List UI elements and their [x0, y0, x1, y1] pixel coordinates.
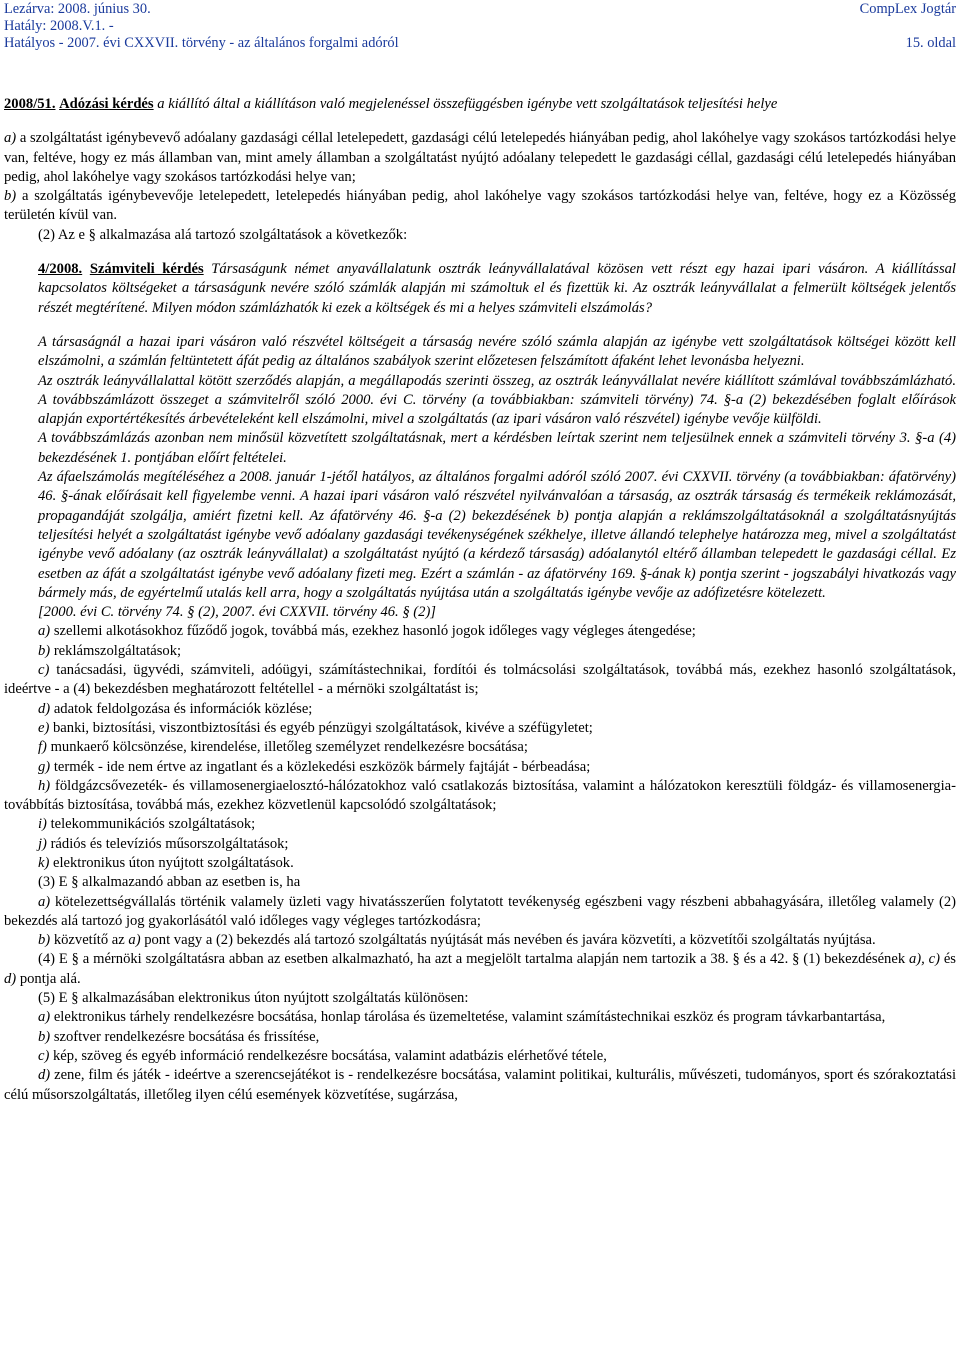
item-label: d)	[38, 700, 51, 717]
question-title: Adózási kérdés	[59, 96, 154, 112]
paragraph-text: pontja alá.	[16, 970, 81, 987]
paragraph-3	[4, 873, 956, 950]
list-item	[4, 893, 956, 932]
question-heading	[38, 260, 956, 318]
paragraph-5-intro: (5) E § alkalmazásában elektronikus úton nyújtott szolgáltatás különösen:	[38, 990, 469, 1007]
paragraph-b	[4, 187, 956, 226]
item-label: c)	[38, 662, 50, 679]
item-text: kötelezettségvállalás történik valamely üzleti vagy hivatásszerűen folytatott tevékenység egészbeni vagy részbeni abbahagyására, illetőleg valamely (2) bekezdés alá tartozó jog gyakorlásától való időleges vagy végleges tartózkodásra;	[4, 893, 956, 929]
effective-date: Hatály: 2008.V.1. -	[4, 18, 114, 34]
answer-paragraph: Az áfaelszámolás megítéléséhez a 2008. január 1-jétől hatályos, az általános forgalmi adóról szóló 2007. évi CXXVII. törvény (a továbbiakban: áfatörvény) 46. §-ának előírásait kell figyelembe venni. A hazai ipari vásáron való részvétel nyilvánvalóan a társaság, az osztrák társaság és termékeik reklámozását, propagandáját szolgálja, amiért fizetni kell. Az áfatörvény 46. §-a (2) bekezdésének b) pontja alapján a reklámszolgáltatásoknál a szolgáltatásnyújtás teljesítési helyét a szolgáltatást igénybe vevő adóalany gazdasági tevékenységének székhelye, illetve állandó telephelye határozza meg, mivel a szolgáltatást igénybe vevő adóalany (az osztrák leányvállalat) a szolgáltatást nyújtó (a kérdező társaság) adóalanytól eltérő államban telepedett le gazdasági céllal. Ez esetben az áfát a szolgáltatást igénybe vevő adóalany fizeti meg. Ezért a számlán - az áfatörvény 169. §-ának k) pontja szerint - jogszabályi hivatkozás vagy bármely más, de egyértelmű utalás kell arra, hogy a szolgáltatás nyújtása után a szolgáltatás igénybe vevője az adófizetésre kötelezett.	[38, 469, 956, 601]
item-text: rádiós és televíziós műsorszolgáltatások;	[46, 835, 289, 852]
paragraph-a	[4, 129, 956, 187]
paragraph-4	[4, 950, 956, 989]
item-text: termék - ide nem értve az ingatlant és a közlekedési eszközök bármely fajtáját - bérbeadása;	[50, 758, 591, 775]
list-item	[4, 642, 956, 661]
item-text: zene, film és játék - ideértve a szerencsejátékot is - rendelkezésre bocsátása, valamint politikai, kulturális, művészeti, tudományos, sport és szórakoztatási célú műsorszolgáltatás, illetőleg ilyen célú események közvetítése, sugárzása,	[4, 1067, 956, 1103]
item-label: b)	[38, 1028, 51, 1045]
question-number: 4/2008.	[38, 261, 83, 278]
item-label: i)	[38, 816, 47, 833]
item-text: tanácsadási, ügyvédi, számviteli, adóügyi, számítástechnikai, fordítói és tolmácsolási szolgáltatások, továbbá más, ezekhez hasonló szolgáltatások, ideértve - a (4) bekezdésben meghatározott feltétellel - a mérnöki szolgáltatást is;	[4, 662, 956, 698]
list-item	[4, 758, 956, 777]
paragraph-5	[4, 989, 956, 1105]
question-heading	[4, 95, 956, 114]
list-item	[4, 719, 956, 738]
list-item	[4, 1047, 956, 1066]
question-text: a kiállító által a kiállításon való megjelenéssel összefüggésben igénybe vett szolgáltatások teljesítési helye	[157, 96, 778, 112]
list-item	[4, 777, 956, 816]
item-label: b)	[38, 642, 51, 659]
question-block-2	[4, 260, 956, 318]
law-title: Hatályos - 2007. évi CXXVII. törvény - az általános forgalmi adóról	[4, 35, 399, 51]
document-body	[4, 95, 956, 1105]
item-reference: c)	[928, 951, 940, 968]
list-item	[4, 622, 956, 641]
list-item	[4, 931, 956, 950]
answer-paragraph: Az osztrák leányvállalattal kötött szerződés alapján, a megállapodás szerinti összeg, az osztrák leányvállalat nevére kiállított számlával továbbszámlázható. A továbbszámlázott összeget a számvitelről szóló 2000. évi C. törvény (a továbbiakban: számviteli törvény) 74. §-a (2) bekezdésében foglalt előírások alapján exportértékesítés árbevételeként kell elszámolni, mivel a szolgáltatás (az ipari vásáron való részvétel) igénybe vevője külföldi.	[38, 372, 956, 428]
item-text: banki, biztosítási, viszontbiztosítási és egyéb pénzügyi szolgáltatások, kivéve a széfügyletet;	[49, 719, 593, 736]
paragraph-2: (2) Az e § alkalmazása alá tartozó szolgáltatások a következők:	[38, 226, 408, 243]
list-item	[4, 1008, 956, 1027]
item-label: a)	[4, 130, 17, 147]
list-item	[4, 1066, 956, 1105]
item-text: földgázcsővezeték- és villamosenergiaelosztó-hálózatokhoz való csatlakozás biztosítása, valamint a hálózatokon keresztüli földgáz- és villamosenergia-továbbítás biztosítása, továbbá más, ezekhez közvetlenül kapcsolódó szolgáltatások;	[4, 777, 956, 814]
item-label: d)	[38, 1067, 51, 1084]
item-label: j)	[38, 835, 47, 852]
item-text: kép, szöveg és egyéb információ rendelkezésre bocsátása, valamint adatbázis elérhetővé tétele,	[49, 1047, 607, 1064]
answer-citation: [2000. évi C. törvény 74. § (2), 2007. évi CXXVII. törvény 46. § (2)]	[38, 604, 436, 621]
answer-paragraph: A továbbszámlázás azonban nem minősül közvetített szolgáltatásnak, mert a kérdésben leírtak szerint nem teljesülnek ennek a számviteli törvény 3. §-a (4) bekezdésének 1. pontjában előírt feltételei.	[38, 430, 956, 466]
item-text: reklámszolgáltatások;	[50, 642, 182, 659]
question-block-1	[4, 95, 956, 114]
document-header	[4, 0, 956, 58]
paragraph-text: (4) E § a mérnöki szolgáltatásra abban az esetben alkalmazható, ha azt a megjelölt tartalma alapján nem tartozik a 38. § és a 42. § (1) bekezdésének	[38, 951, 909, 968]
item-label: g)	[38, 758, 51, 775]
item-label: a)	[38, 893, 51, 910]
item-text: adatok feldolgozása és információk közlése;	[50, 700, 313, 717]
item-text: a szolgáltatás igénybevevője letelepedett, letelepedés hiányában pedig, ahol lakóhelye vagy szokásos tartózkodási helye van, feltéve, hogy ez a Közösség területén kívül van.	[4, 188, 956, 224]
list-item	[4, 1028, 956, 1047]
item-label: h)	[38, 777, 51, 794]
item-text: közvetítő az	[50, 932, 129, 949]
item-label: b)	[38, 932, 51, 949]
item-text: a szolgáltatást igénybevevő adóalany gazdasági céllal letelepedett, gazdasági célú letelepedés hiányában pedig, ahol lakóhelye vagy szokásos tartózkodási helye van, feltéve, hogy ez más államban van, mint amely államban a szolgáltatást nyújtó adóalany telepedett le gazdasági céllal, gazdasági célú letelepedés hiányában pedig, ahol lakóhelye vagy szokásos tartózkodási helye van;	[4, 130, 956, 185]
answer-block	[4, 333, 956, 622]
item-reference: d)	[4, 970, 17, 987]
question-title: Számviteli kérdés	[89, 261, 204, 278]
page-number: 15. oldal	[905, 35, 956, 51]
question-number: 2008/51.	[4, 96, 56, 112]
answer-paragraph: A társaságnál a hazai ipari vásáron való részvétel költségeit a társaság nevére szóló számla alapján az igénybe vett szolgáltatások költségei között kell elszámolni, a számlán feltüntetett áfát pedig az általános szabályok szerint előzetesen felszámított áfaként lehet levonásba helyezni.	[38, 333, 956, 370]
closing-date: Lezárva: 2008. június 30.	[4, 1, 151, 17]
item-text: elektronikus tárhely rendelkezésre bocsátása, honlap tárolása és üzemeltetése, valamint számítástechnikai eszköz és program távkarbantartása,	[50, 1009, 886, 1026]
item-reference: a),	[908, 951, 925, 968]
list-item	[4, 738, 956, 757]
item-text: szellemi alkotásokhoz fűződő jogok, továbbá más, ezekhez hasonló jogok időleges vagy végleges átengedése;	[50, 623, 696, 640]
item-label: a)	[38, 1009, 51, 1026]
item-label: a)	[38, 623, 51, 640]
item-text: telekommunikációs szolgáltatások;	[46, 816, 256, 833]
section-text-1	[4, 129, 956, 245]
item-text: munkaerő kölcsönzése, kirendelése, illetőleg személyzet rendelkezésre bocsátása;	[46, 739, 528, 756]
item-reference: a)	[128, 932, 141, 949]
item-text: elektronikus úton nyújtott szolgáltatások.	[49, 854, 294, 871]
list-item	[4, 661, 956, 700]
question-text: Társaságunk német anyavállalatunk osztrák leányvállalatával közösen vett részt egy hazai ipari vásáron. A kiállítással kapcsolatos költségeket a társaságunk nevére szóló számlák alapján mi számoltuk el és fizettük ki. Az osztrák leányvállalat a felmerült költségek jelentős részét megtérítené. Milyen módon számlázhatók ki ezek a költségek és mi a helyes számviteli elszámolás?	[38, 261, 956, 316]
item-label: e)	[38, 719, 50, 736]
item-label: k)	[38, 854, 50, 871]
item-label: f)	[38, 739, 47, 756]
list-item	[4, 835, 956, 854]
service-list	[4, 622, 956, 873]
item-text: szoftver rendelkezésre bocsátása és frissítése,	[50, 1028, 320, 1045]
list-item	[4, 854, 956, 873]
list-item	[4, 700, 956, 719]
paragraph-3-intro: (3) E § alkalmazandó abban az esetben is, ha	[38, 874, 301, 891]
brand-name: CompLex Jogtár	[859, 1, 956, 17]
item-label: c)	[38, 1047, 50, 1064]
paragraph-text: és	[939, 951, 956, 968]
item-text: pont vagy a (2) bekezdés alá tartozó szolgáltatás nyújtását más nevében és javára közvetíti, a közvetítői szolgáltatás nyújtása.	[140, 932, 876, 949]
item-label: b)	[4, 188, 17, 205]
list-item	[4, 815, 956, 834]
